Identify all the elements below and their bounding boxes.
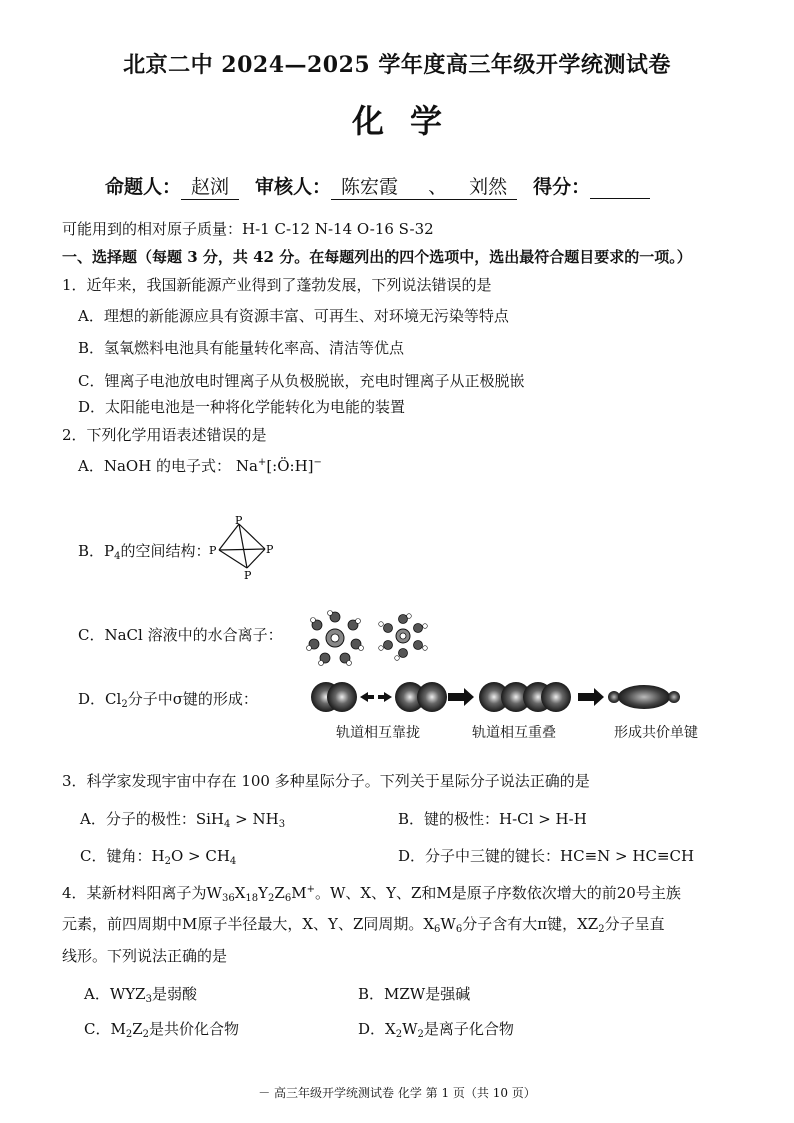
subject-title: 化学 — [351, 102, 468, 140]
q4-stem-line1 — [62, 882, 681, 903]
q2-b-rest: 的空间结构： — [120, 542, 211, 560]
q4-l1-b: 。W、X、Y、Z和M是原子序数依次增大的前20号主族 — [314, 884, 681, 902]
q4-option-a — [84, 983, 197, 1004]
q2-option-c: C．NaCl 溶液中的水合离子： — [78, 626, 283, 644]
q2-a-label: A．NaOH 的电子式： — [78, 457, 232, 475]
arrow-approach — [360, 692, 392, 702]
p4-structure-diagram — [205, 512, 285, 580]
q3-option-d: D．分子中三键的键长：HC≡N > HC≡CH — [398, 847, 695, 865]
q2-d-label: D．Cl — [78, 690, 122, 708]
reviewer-name-2: 刘然 — [459, 172, 517, 200]
q4-a-sub: 3 — [145, 994, 152, 1005]
q3-a-sub1: 4 — [224, 819, 231, 830]
q3-a-sub2: 3 — [278, 819, 286, 830]
reviewer-separator: 、 — [416, 172, 459, 200]
hydrated-cl-ion — [379, 614, 428, 661]
setter-label: 命题人： — [105, 176, 182, 198]
arrow-bond — [578, 688, 604, 706]
q3-option-a — [80, 808, 285, 829]
page-footer: － 高三年级开学统测试卷 化学 第 1 页（共 10 页） — [258, 1086, 536, 1100]
score-blank — [590, 176, 650, 199]
reviewer-name-1: 陈宏霞 — [331, 172, 416, 200]
q4-d-text2: W — [402, 1020, 418, 1038]
p-atom-left: P — [209, 544, 217, 557]
arrow-overlap — [448, 688, 474, 706]
p-atom-right: P — [266, 543, 274, 556]
q3-c-text2: O > CH — [170, 847, 230, 865]
p-atom-top: P — [235, 514, 243, 527]
q4-c-sub1: 2 — [125, 1029, 133, 1040]
q2-d-sub: 2 — [121, 699, 128, 710]
q3-option-c — [80, 845, 236, 866]
q4-stem-line2 — [62, 913, 665, 934]
q4-d-text3: 是离子化合物 — [423, 1020, 514, 1038]
hydrated-na-ion — [307, 611, 364, 666]
q4-a-text2: 是弱酸 — [151, 985, 197, 1003]
q4-c-text3: 是共价化合物 — [149, 1020, 240, 1038]
q1-stem: 1．近年来，我国新能源产业得到了蓬勃发展，下列说法错误的是 — [62, 276, 492, 294]
q4-d-text: D．X — [358, 1020, 396, 1038]
na-charge: + — [257, 457, 267, 468]
hydroxide-formula: [:Ö:H] — [266, 457, 314, 475]
orbital-pair-1 — [311, 682, 357, 712]
q4-sub-6: 6 — [284, 893, 292, 904]
hydroxide-charge: − — [313, 457, 322, 468]
q4-sub-18: 18 — [245, 893, 259, 904]
q1-option-d: D．太阳能电池是一种将化学能转化为电能的装置 — [78, 398, 406, 416]
q4-m: M — [291, 884, 307, 902]
q1-option-c: C．锂离子电池放电时锂离子从负极脱嵌，充电时锂离子从正极脱嵌 — [78, 372, 525, 390]
q4-x: X — [234, 884, 246, 902]
q2-d-rest: 分子中σ键的形成： — [127, 690, 258, 708]
q2-option-a — [78, 455, 322, 476]
atomic-masses: 可能用到的相对原子质量：H-1 C-12 N-14 O-16 S-32 — [62, 220, 434, 238]
q4-l2-sub2: 6 — [455, 924, 463, 935]
q2-option-b — [78, 540, 211, 561]
q3-a-text2: > NH — [230, 810, 279, 828]
q4-l2-w: W — [440, 915, 456, 933]
orbital-pair-2 — [395, 682, 447, 712]
q3-a-text: A．分子的极性：SiH — [80, 810, 224, 828]
single-bond-orbital — [608, 685, 680, 709]
q4-sub-36: 36 — [221, 893, 235, 904]
q4-z: Z — [274, 884, 285, 902]
caption-bond: 形成共价单键 — [614, 725, 698, 741]
q4-sub-2: 2 — [268, 893, 275, 904]
q4-option-b: B．MZW是强碱 — [358, 985, 471, 1003]
caption-overlap: 轨道相互重叠 — [472, 725, 556, 741]
na-symbol: Na — [235, 457, 258, 475]
q1-option-b: B．氢氧燃料电池具有能量转化率高、清洁等优点 — [78, 339, 405, 357]
exam-title: 北京二中 2024—2025 学年度高三年级开学统测试卷 — [123, 52, 671, 78]
q4-l2-a: 元素，前四周期中M原子半径最大，X、Y、Z同周期。X — [62, 915, 435, 933]
q4-l1-a: 4．某新材料阳离子为W — [62, 884, 222, 902]
q4-plus: + — [306, 884, 315, 895]
q4-l2-sub1: 6 — [434, 924, 441, 935]
q4-l2-sub3: 2 — [598, 924, 605, 935]
q3-option-b: B．键的极性：H-Cl > H-H — [398, 810, 587, 828]
orbital-overlap — [479, 682, 571, 712]
q4-l2-b: 分子含有大π键，XZ — [462, 915, 599, 933]
q4-c-text2: Z — [132, 1020, 143, 1038]
q4-d-sub2: 2 — [417, 1029, 424, 1040]
hydrated-ions-diagram — [305, 608, 435, 668]
q4-y: Y — [258, 884, 269, 902]
author-line — [105, 172, 650, 200]
q4-l2-c: 分子呈直 — [604, 915, 665, 933]
section-heading: 一、选择题（每题 3 分，共 42 分。在每题列出的四个选项中，选出最符合题目要求的一项。） — [62, 248, 692, 266]
q4-c-text: C．M — [84, 1020, 126, 1038]
q2-b-label: B．P — [78, 542, 115, 560]
score-label: 得分： — [533, 176, 591, 198]
setter-name: 赵浏 — [181, 172, 239, 200]
q4-stem-line3: 线形。下列说法正确的是 — [62, 947, 228, 965]
q2-option-d — [78, 688, 258, 709]
p-atom-bottom: P — [244, 569, 252, 580]
q3-c-sub2: 4 — [229, 856, 237, 867]
q4-a-text: A．WYZ — [84, 985, 146, 1003]
q4-c-sub2: 2 — [142, 1029, 150, 1040]
caption-approach: 轨道相互靠拢 — [336, 725, 420, 741]
q4-d-sub1: 2 — [395, 1029, 403, 1040]
reviewer-label: 审核人： — [255, 176, 332, 198]
q3-c-text: C．键角：H — [80, 847, 165, 865]
q4-option-c — [84, 1018, 239, 1039]
q2-stem: 2．下列化学用语表述错误的是 — [62, 426, 267, 444]
q1-option-a: A．理想的新能源应具有资源丰富、可再生、对环境无污染等特点 — [78, 307, 509, 325]
q2-b-sub: 4 — [114, 551, 121, 562]
q3-stem: 3．科学家发现宇宙中存在 100 多种星际分子。下列关于星际分子说法正确的是 — [62, 772, 590, 790]
q3-c-sub1: 2 — [164, 856, 171, 867]
sigma-bond-diagram — [308, 676, 690, 718]
q4-option-d — [358, 1018, 514, 1039]
